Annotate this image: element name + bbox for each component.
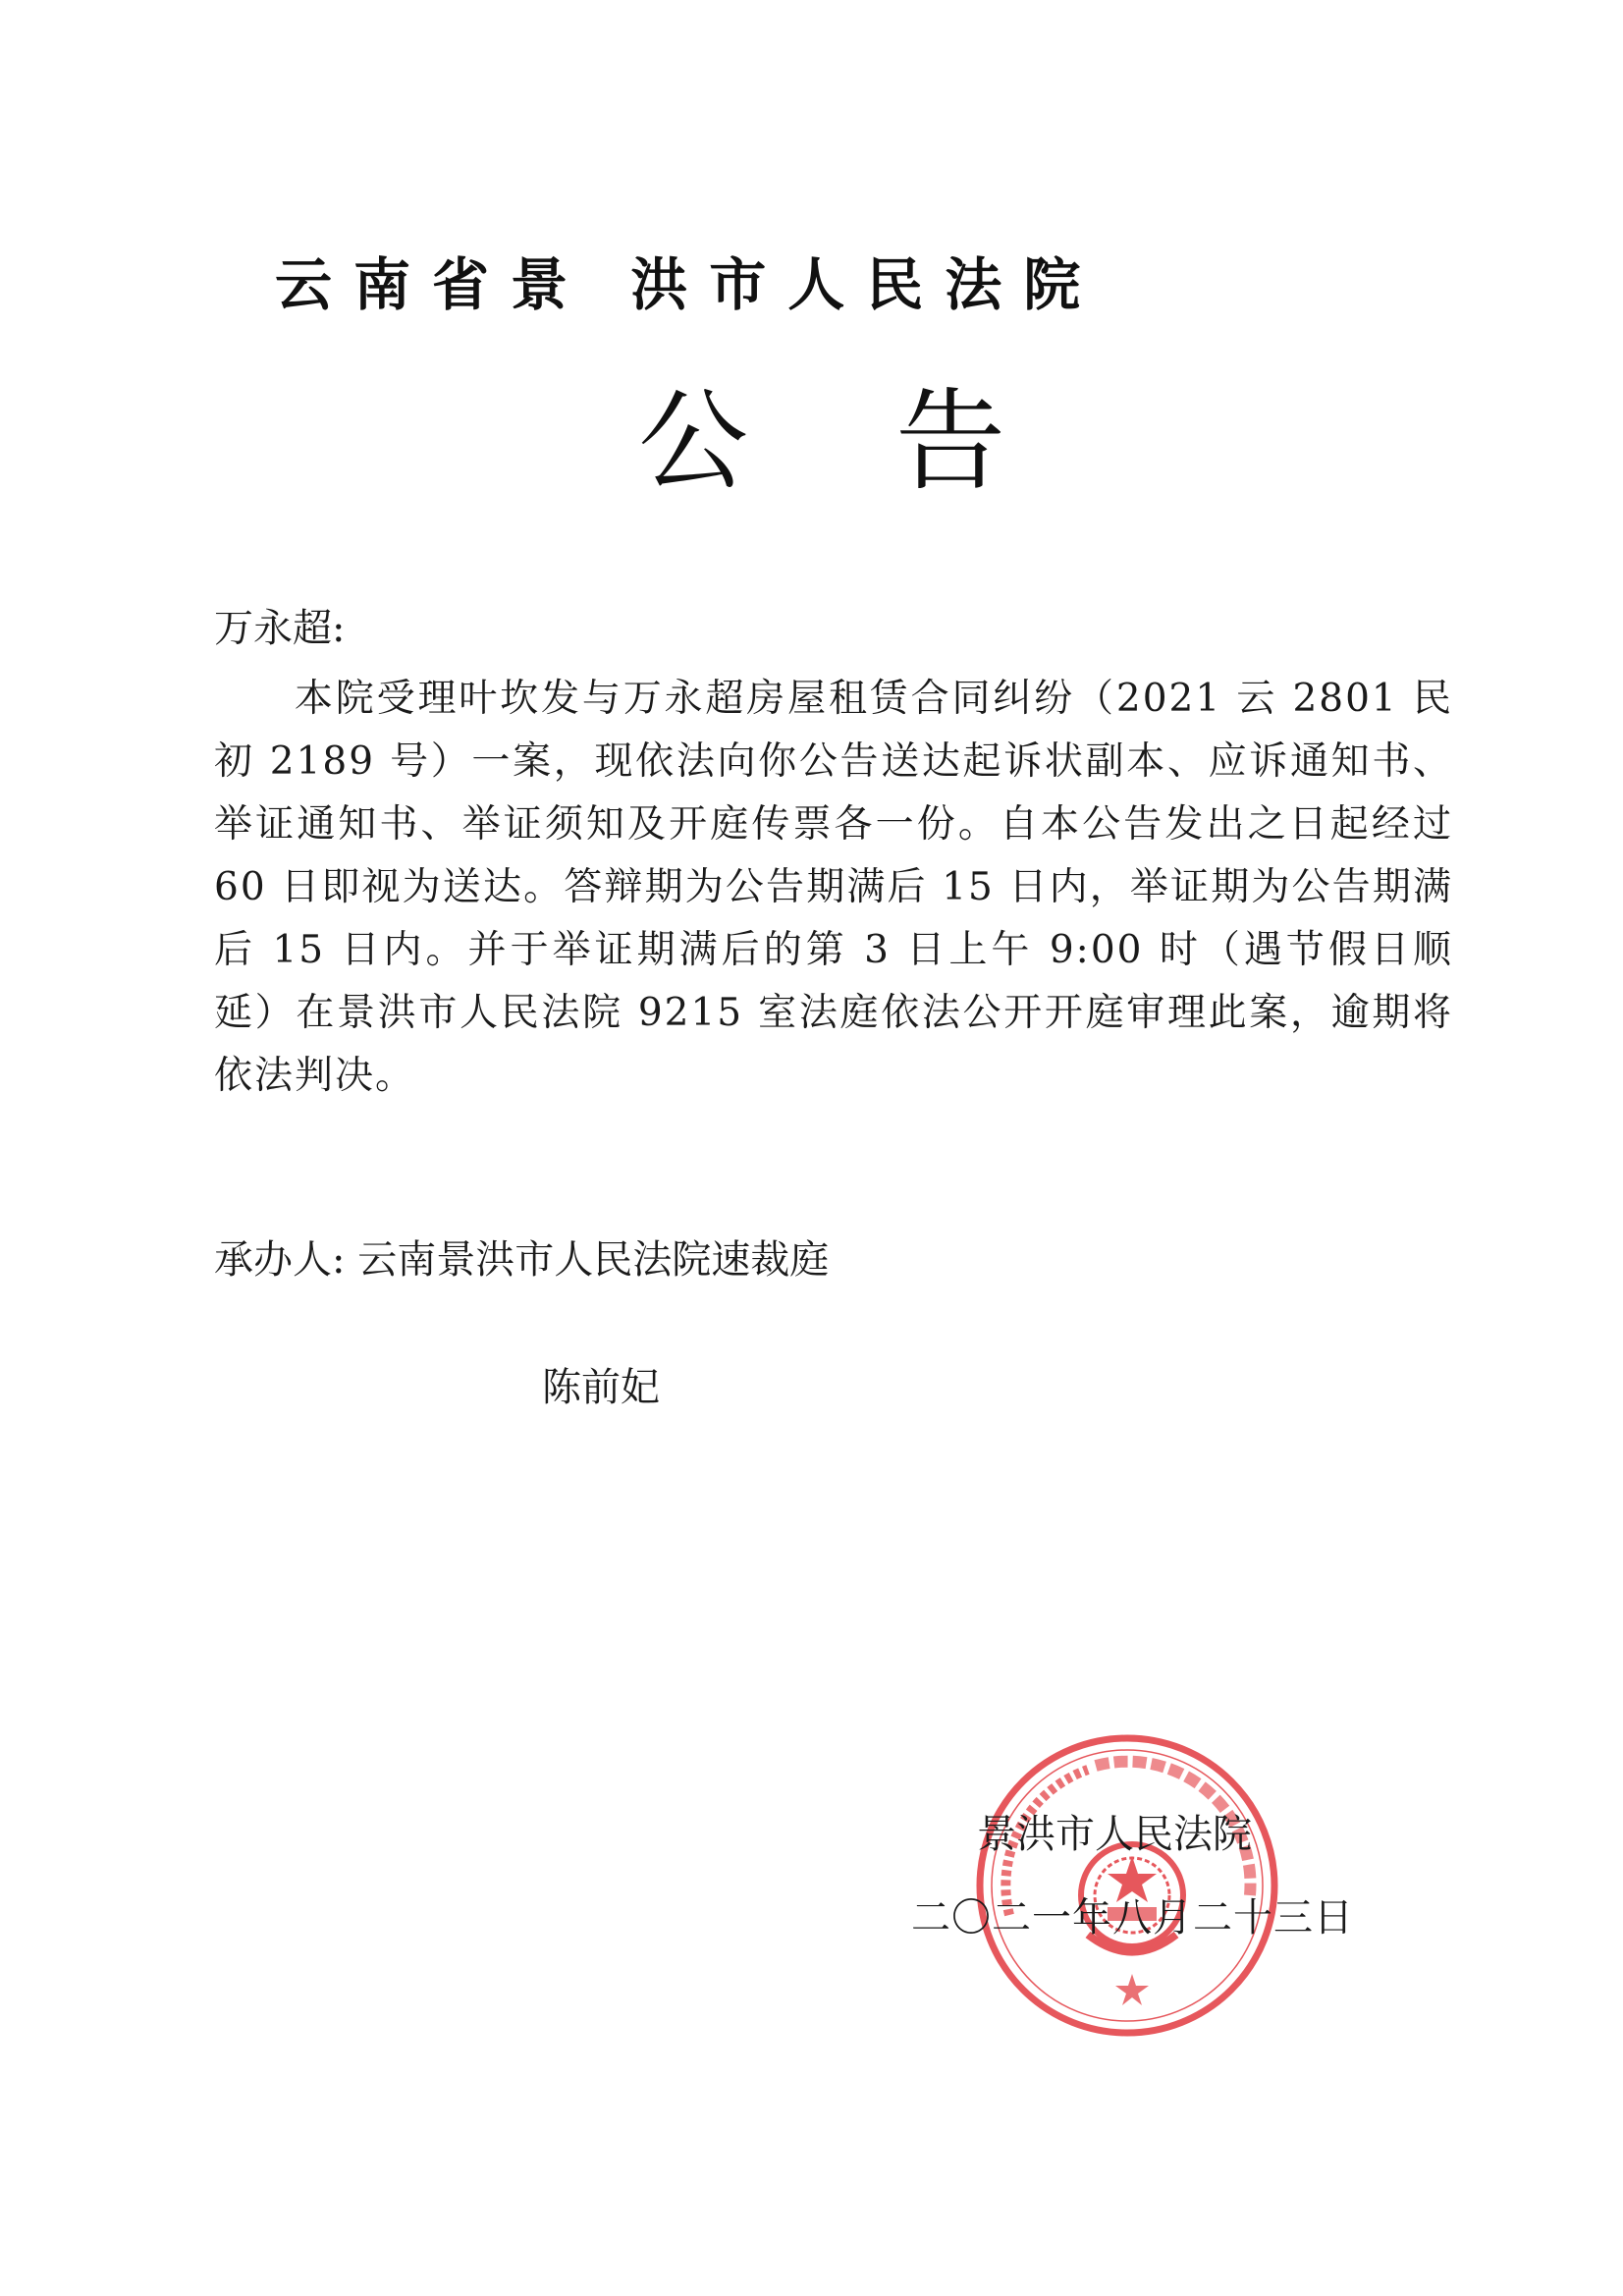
notice-body: 本院受理叶坎发与万永超房屋租赁合同纠纷（2021 云 2801 民初 2189 号）一案，现依法向你公告送达起诉状副本、应诉通知书、举证通知书、举证须知及开庭传票各一份。自本公告发出之日起经过 60 日即视为送达。答辩期为公告期满后 15 日内，举证期为公告期满后 15 日内。并于举证期满后的第 3 日上午 9:00 时（遇节假日顺延）在景洪市人民法院 9215 室法庭依法公开开庭审理此案，逾期将依法判决。 [214, 677, 1453, 1098]
court-seal-icon [970, 1728, 1284, 2043]
handler-line: 承办人: 云南景洪市人民法院速裁庭 [214, 1237, 830, 1283]
signing-date: 二〇二一年八月二十三日 [911, 1895, 1354, 1941]
notice-heading: 公告 [638, 378, 1153, 506]
addressee: 万永超: [214, 606, 346, 651]
court-name-heading: 云南省景 洪市人民法院 [275, 251, 1103, 318]
signing-court: 景洪市人民法院 [977, 1812, 1252, 1857]
handler-name: 陈前妃 [542, 1365, 660, 1410]
